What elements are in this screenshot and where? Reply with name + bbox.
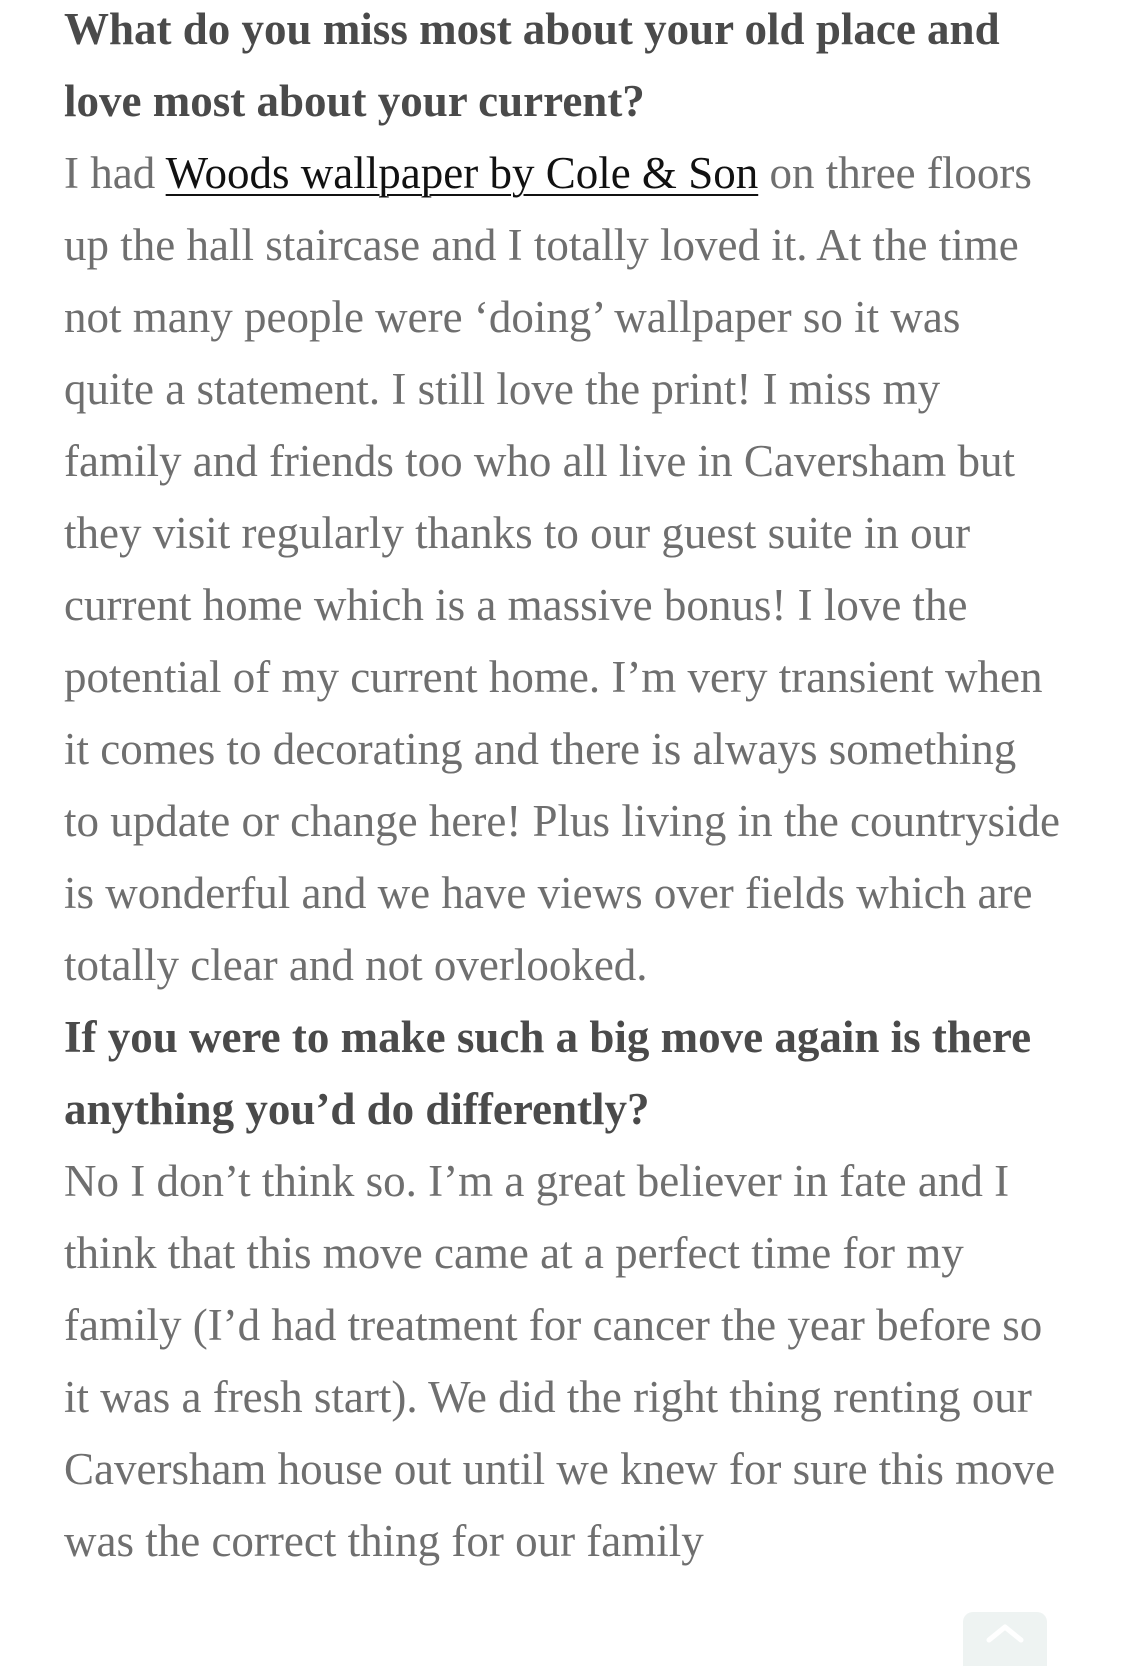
answer-1-text: on three floors up the hall staircase and I totally loved it. At the time not many people were ‘doing’ wallpaper so it was quite a statement. I still love the print! I miss my family and friends too who all live in Caversham but they visit regularly thanks to our guest suite in our current home which is a massive bonus! I love the potential of my current home. I’m very transient when it comes to decorating and there is always something to update or change here! Plus living in the countryside is wonderful and we have views over fields which are totally clear and not overlooked. xyxy=(64,148,1060,990)
answer-1-prefix: I had xyxy=(64,148,166,198)
chevron-up-icon xyxy=(985,1612,1025,1649)
interview-question-2: If you were to make such a big move again is there anything you’d do differently? xyxy=(64,1012,1032,1134)
interview-answer-1 xyxy=(64,137,1061,1001)
scroll-to-top-button[interactable] xyxy=(963,1612,1047,1666)
cole-and-son-wallpaper-link[interactable]: Woods wallpaper by Cole & Son xyxy=(165,148,759,198)
interview-answer-2: No I don’t think so. I’m a great believer in fate and I think that this move came at a perfect time for my family (I’d had treatment for cancer the year before so it was a fresh start). We did the right thing renting our Caversham house out until we knew for sure this move was the correct thing for our family xyxy=(64,1156,1056,1566)
interview-question-1: What do you miss most about your old place and love most about your current? xyxy=(64,4,1000,126)
